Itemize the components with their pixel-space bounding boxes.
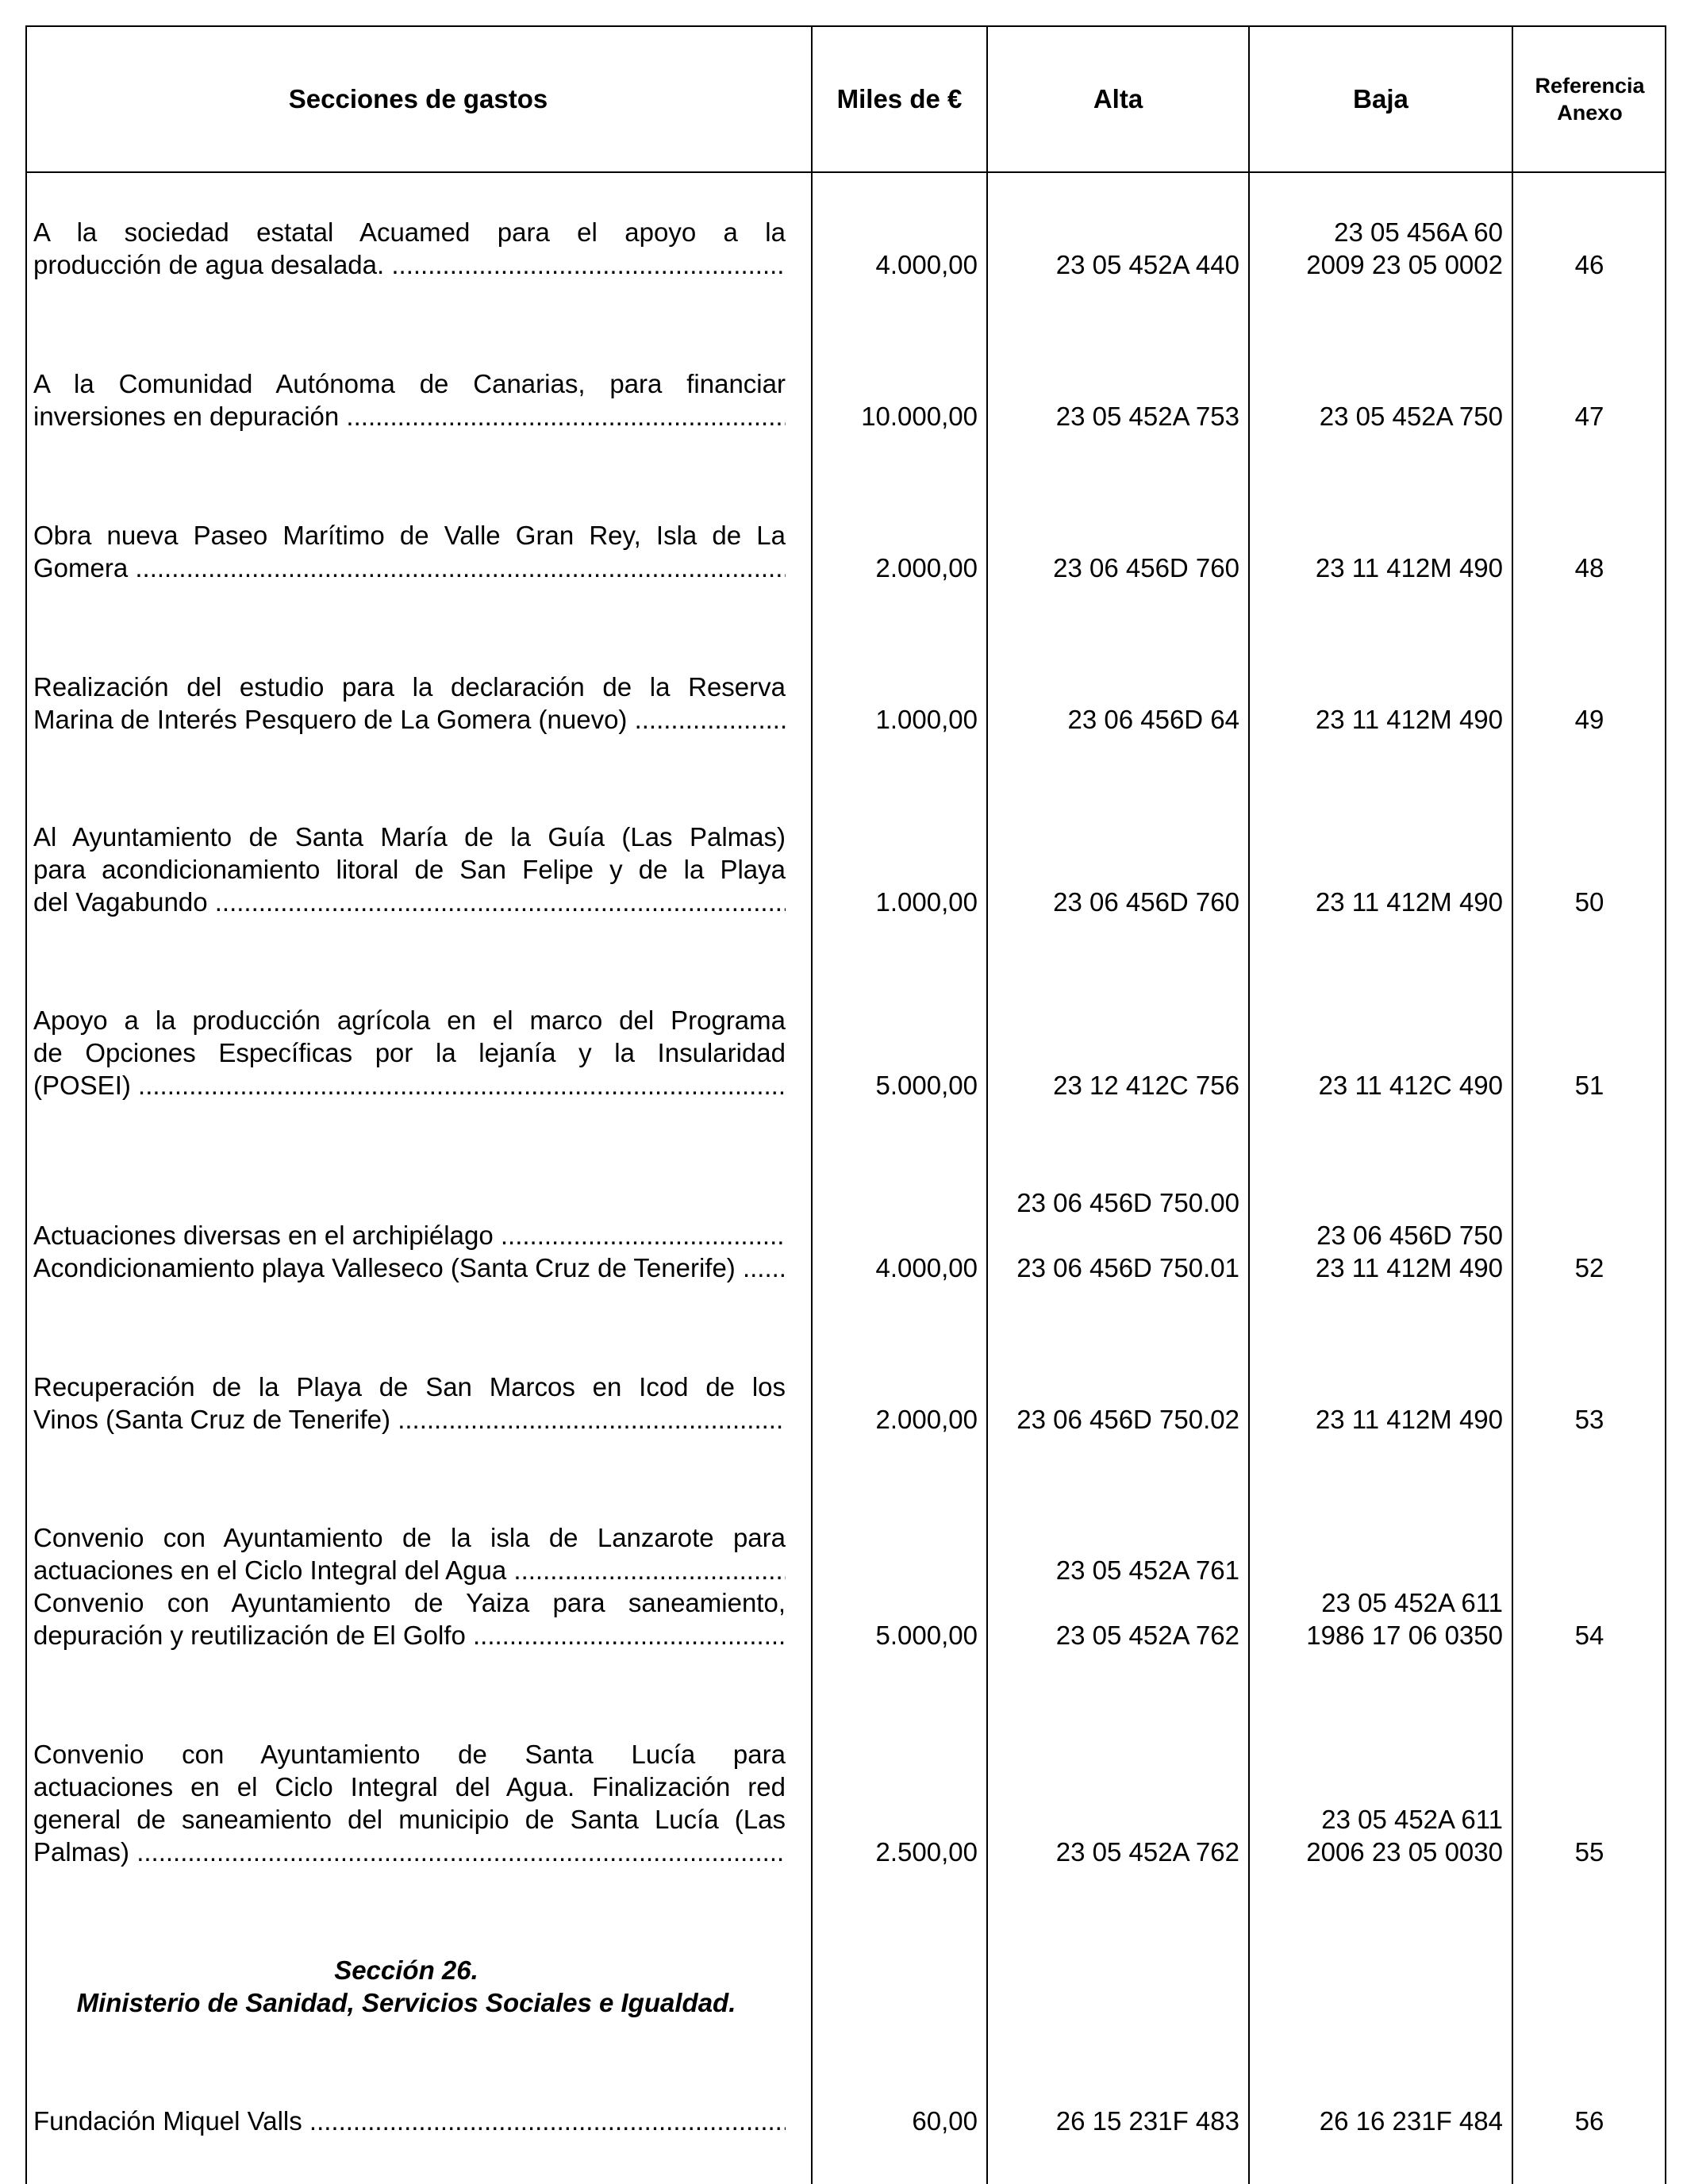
miles-value: 5.000,00 bbox=[875, 1621, 978, 1650]
header-alta: Alta bbox=[1093, 84, 1143, 113]
desc-line: Marina de Interés Pesquero de La Gomera (nuevo) ..... bbox=[33, 703, 786, 736]
desc-line: Convenio con Ayuntamiento de Santa Lucía para bbox=[33, 1740, 786, 1769]
miles-value: 2.000,00 bbox=[875, 1405, 978, 1434]
baja-code: 23 11 412M 490 bbox=[1315, 705, 1503, 734]
baja-code: 23 06 456D 750 bbox=[1316, 1221, 1503, 1250]
section-number: Sección 26. bbox=[334, 1955, 478, 1985]
desc-line: Recuperación de la Playa de San Marcos en Icod de los bbox=[33, 1372, 786, 1402]
ref-value: 49 bbox=[1574, 705, 1604, 734]
ref-value: 56 bbox=[1574, 2106, 1604, 2136]
desc-line: (POSEI) ..... bbox=[33, 1069, 786, 1102]
miles-value: 10.000,00 bbox=[861, 402, 978, 431]
desc-line: Fundación Miquel Valls ..... bbox=[33, 2105, 786, 2137]
desc-line: producción de agua desalada. ..... bbox=[33, 248, 786, 281]
baja-code: 23 11 412M 490 bbox=[1315, 553, 1503, 583]
baja-code: 2006 23 05 0030 bbox=[1306, 1837, 1503, 1867]
ref-value: 46 bbox=[1574, 250, 1604, 279]
desc-line: A la sociedad estatal Acuamed para el apoyo a la bbox=[33, 217, 786, 247]
baja-code: 23 11 412M 490 bbox=[1315, 1253, 1503, 1282]
desc-line: general de saneamiento del municipio de Santa Lucía (Las bbox=[33, 1805, 786, 1834]
baja-code: 23 05 452A 611 bbox=[1321, 1805, 1503, 1834]
alta-code: 23 05 452A 762 bbox=[1055, 1621, 1239, 1650]
desc-line: de Opciones Específicas por la lejanía y la Insularidad bbox=[33, 1038, 786, 1067]
desc-line: Acondicionamiento playa Valleseco (Santa Cruz de Tenerife) ..... bbox=[33, 1252, 786, 1284]
alta-code: 23 06 456D 750.00 bbox=[1016, 1188, 1239, 1217]
desc-line: inversiones en depuración ..... bbox=[33, 400, 786, 433]
desc-line: Convenio con Ayuntamiento de Yaiza para saneamiento, bbox=[33, 1588, 786, 1617]
header-miles: Miles de € bbox=[836, 84, 963, 113]
alta-code: 23 12 412C 756 bbox=[1053, 1071, 1239, 1100]
ref-value: 47 bbox=[1574, 402, 1604, 431]
desc-line: Vinos (Santa Cruz de Tenerife) ..... bbox=[33, 1403, 786, 1436]
desc-line: Gomera ..... bbox=[33, 552, 786, 584]
alta-code: 23 05 452A 762 bbox=[1055, 1837, 1239, 1867]
desc-line: Convenio con Ayuntamiento de la isla de Lanzarote para bbox=[33, 1523, 786, 1552]
alta-code: 23 05 452A 440 bbox=[1055, 250, 1239, 279]
desc-line: actuaciones en el Ciclo Integral del Agua ..... bbox=[33, 1554, 786, 1586]
ref-value: 48 bbox=[1574, 553, 1604, 583]
miles-value: 2.500,00 bbox=[875, 1837, 978, 1867]
baja-code: 26 16 231F 484 bbox=[1319, 2106, 1503, 2136]
table-row bbox=[25, 0, 1666, 2137]
baja-code: 23 05 452A 611 bbox=[1321, 1588, 1503, 1617]
desc-line: A la Comunidad Autónoma de Canarias, para financiar bbox=[33, 369, 786, 398]
header-ref-line1: Referencia bbox=[1535, 74, 1645, 98]
desc-line: Obra nueva Paseo Marítimo de Valle Gran Rey, Isla de La bbox=[33, 521, 786, 550]
ref-value: 51 bbox=[1574, 1071, 1604, 1100]
miles-value: 2.000,00 bbox=[875, 553, 978, 583]
section-ministry: Ministerio de Sanidad, Servicios Sociales e Igualdad. bbox=[76, 1988, 736, 2017]
baja-code: 23 11 412C 490 bbox=[1318, 1071, 1503, 1100]
header-baja: Baja bbox=[1353, 84, 1408, 113]
alta-code: 23 05 452A 753 bbox=[1055, 402, 1239, 431]
desc-line: actuaciones en el Ciclo Integral del Agua. Finalización red bbox=[33, 1772, 786, 1801]
miles-value: 1.000,00 bbox=[875, 705, 978, 734]
alta-code: 23 06 456D 760 bbox=[1053, 887, 1239, 917]
alta-code: 23 06 456D 760 bbox=[1053, 553, 1239, 583]
baja-value bbox=[1251, 2105, 1503, 2137]
desc-line: Apoyo a la producción agrícola en el marco del Programa bbox=[33, 1005, 786, 1035]
baja-code: 23 11 412M 490 bbox=[1315, 887, 1503, 917]
baja-code: 23 11 412M 490 bbox=[1315, 1405, 1503, 1434]
desc-line: del Vagabundo ..... bbox=[33, 886, 786, 918]
ref-value: 53 bbox=[1574, 1405, 1604, 1434]
desc-line: Palmas) ..... bbox=[33, 1836, 786, 1868]
alta-code: 26 15 231F 483 bbox=[1055, 2106, 1239, 2136]
ref-value: 52 bbox=[1574, 1253, 1604, 1282]
ref-value: 50 bbox=[1574, 887, 1604, 917]
miles-value: 4.000,00 bbox=[875, 250, 978, 279]
header-secciones: Secciones de gastos bbox=[288, 84, 548, 113]
desc-line: Al Ayuntamiento de Santa María de la Guía (Las Palmas) bbox=[33, 822, 786, 852]
alta-code: 23 05 452A 761 bbox=[1055, 1555, 1239, 1585]
baja-code: 23 05 452A 750 bbox=[1319, 402, 1503, 431]
alta-code: 23 06 456D 750.01 bbox=[1016, 1253, 1239, 1282]
alta-value bbox=[989, 2105, 1239, 2137]
baja-code: 2009 23 05 0002 bbox=[1306, 250, 1503, 279]
ref-value: 55 bbox=[1574, 1837, 1604, 1867]
header-ref-line2: Anexo bbox=[1557, 101, 1623, 125]
miles-value: 60,00 bbox=[912, 2106, 978, 2136]
alta-code: 23 06 456D 750.02 bbox=[1016, 1405, 1239, 1434]
miles-value: 4.000,00 bbox=[875, 1253, 978, 1282]
alta-code: 23 06 456D 64 bbox=[1067, 705, 1239, 734]
desc-line: Realización del estudio para la declaración de la Reserva bbox=[33, 672, 786, 702]
baja-code: 1986 17 06 0350 bbox=[1306, 1621, 1503, 1650]
baja-code: 23 05 456A 60 bbox=[1334, 217, 1503, 247]
desc-line: para acondicionamiento litoral de San Felipe y de la Playa bbox=[33, 855, 786, 884]
miles-value: 5.000,00 bbox=[875, 1071, 978, 1100]
ref-value: 54 bbox=[1574, 1621, 1604, 1650]
desc-line: Actuaciones diversas en el archipiélago ..... bbox=[33, 1219, 786, 1252]
desc-line: depuración y reutilización de El Golfo ..... bbox=[33, 1619, 786, 1651]
row-description bbox=[33, 2105, 786, 2137]
miles-value: 1.000,00 bbox=[875, 887, 978, 917]
